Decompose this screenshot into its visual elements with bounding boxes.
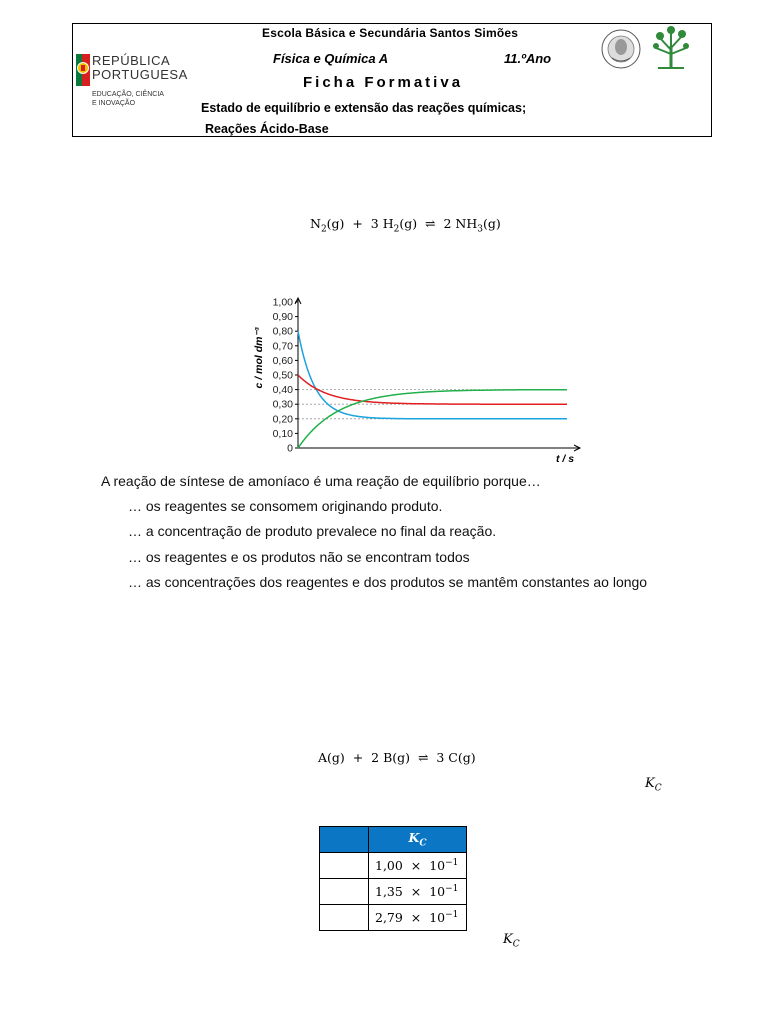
y-tick-label: 0 xyxy=(287,442,293,455)
table-row xyxy=(320,853,467,879)
logo-text-line3: EDUCAÇÃO, CIÊNCIA xyxy=(92,91,164,98)
logo-text-line1: REPÚBLICA xyxy=(92,53,171,68)
kc-table-header-empty xyxy=(320,827,369,853)
kc-value-mantissa: 1,35 × 10 xyxy=(375,884,446,900)
school-seal-icon xyxy=(600,26,642,72)
kc-symbol-2-sub: C xyxy=(512,939,520,950)
y-tick-label: 1,00 xyxy=(272,296,293,309)
y-tick-label: 0,70 xyxy=(272,340,293,353)
table-cell-value xyxy=(369,853,467,879)
kc-header-sub: C xyxy=(419,838,427,849)
topic-line2: Reações Ácido-Base xyxy=(205,122,329,136)
table-cell-value xyxy=(369,879,467,905)
table-cell-empty xyxy=(320,879,369,905)
page-title: Ficha Formativa xyxy=(303,74,464,91)
kc-symbol-2-k: K xyxy=(503,932,513,947)
subject-name: Física e Química A xyxy=(273,51,389,66)
kc-symbol-2 xyxy=(503,932,520,950)
table-cell-empty xyxy=(320,853,369,879)
y-tick-label: 0,80 xyxy=(272,325,293,338)
eq1-h2-sub: 2 xyxy=(393,224,400,235)
school-name: Escola Básica e Secundária Santos Simões xyxy=(262,26,519,40)
table-cell-empty xyxy=(320,905,369,931)
y-tick-label: 0,40 xyxy=(272,384,293,397)
school-year: 11.ºAno xyxy=(504,51,552,66)
kc-value-mantissa: 1,00 × 10 xyxy=(375,858,446,874)
kc-value-mantissa: 2,79 × 10 xyxy=(375,910,446,926)
kc-symbol-1-sub: C xyxy=(654,783,662,794)
y-tick-label: 0,30 xyxy=(272,398,293,411)
y-tick-label: 0,50 xyxy=(272,369,293,382)
logo-text-line2: PORTUGUESA xyxy=(92,67,188,82)
table-row xyxy=(320,879,467,905)
kc-value-exp: −1 xyxy=(445,883,459,894)
eq1-n2: N xyxy=(310,216,321,231)
option-b[interactable]: … a concentração de produto prevalece no final da reação. xyxy=(128,523,497,539)
topic-line1: Estado de equilíbrio e extensão das reações químicas; xyxy=(201,101,527,115)
tree-logo-icon xyxy=(650,24,692,70)
kc-symbol-1-k: K xyxy=(645,776,655,791)
question-stem: A reação de síntese de amoníaco é uma reação de equilíbrio porque… xyxy=(101,473,541,489)
republica-portuguesa-logo-icon xyxy=(74,52,92,88)
kc-table-header xyxy=(369,827,467,853)
option-a[interactable]: … os reagentes se consomem originando produto. xyxy=(128,498,443,514)
series-line xyxy=(298,331,567,419)
equation-abc: A(g) + 2 B(g) ⇌ 3 C(g) xyxy=(318,750,476,765)
eq1-part3: (g) xyxy=(482,216,501,231)
logo-text-line4: E INOVAÇÃO xyxy=(92,100,136,107)
eq1-part1: (g) + 3 H xyxy=(326,216,394,231)
kc-value-exp: −1 xyxy=(445,857,459,868)
x-axis-label: t / s xyxy=(556,453,575,465)
eq1-nh3-sub: 3 xyxy=(477,224,483,235)
kc-header-k: K xyxy=(408,830,420,846)
y-axis-label: c / mol dm⁻³ xyxy=(253,327,265,389)
concentration-chart xyxy=(245,290,590,468)
y-tick-label: 0,60 xyxy=(272,354,293,367)
kc-table xyxy=(319,826,467,931)
option-d[interactable]: … as concentrações dos reagentes e dos produtos se mantêm constantes ao longo xyxy=(128,574,648,590)
eq1-n2-sub: 2 xyxy=(320,224,327,235)
option-c[interactable]: … os reagentes e os produtos não se encontram todos xyxy=(128,549,470,565)
equation-ammonia xyxy=(310,216,501,235)
y-tick-label: 0,10 xyxy=(272,427,293,440)
y-tick-label: 0,20 xyxy=(272,413,293,426)
kc-value-exp: −1 xyxy=(445,909,459,920)
kc-symbol-1 xyxy=(645,776,662,794)
table-row xyxy=(320,905,467,931)
y-tick-label: 0,90 xyxy=(272,311,293,324)
kc-table-header-row xyxy=(320,827,467,853)
eq1-part2: (g) ⇌ 2 NH xyxy=(399,216,478,231)
table-cell-value xyxy=(369,905,467,931)
